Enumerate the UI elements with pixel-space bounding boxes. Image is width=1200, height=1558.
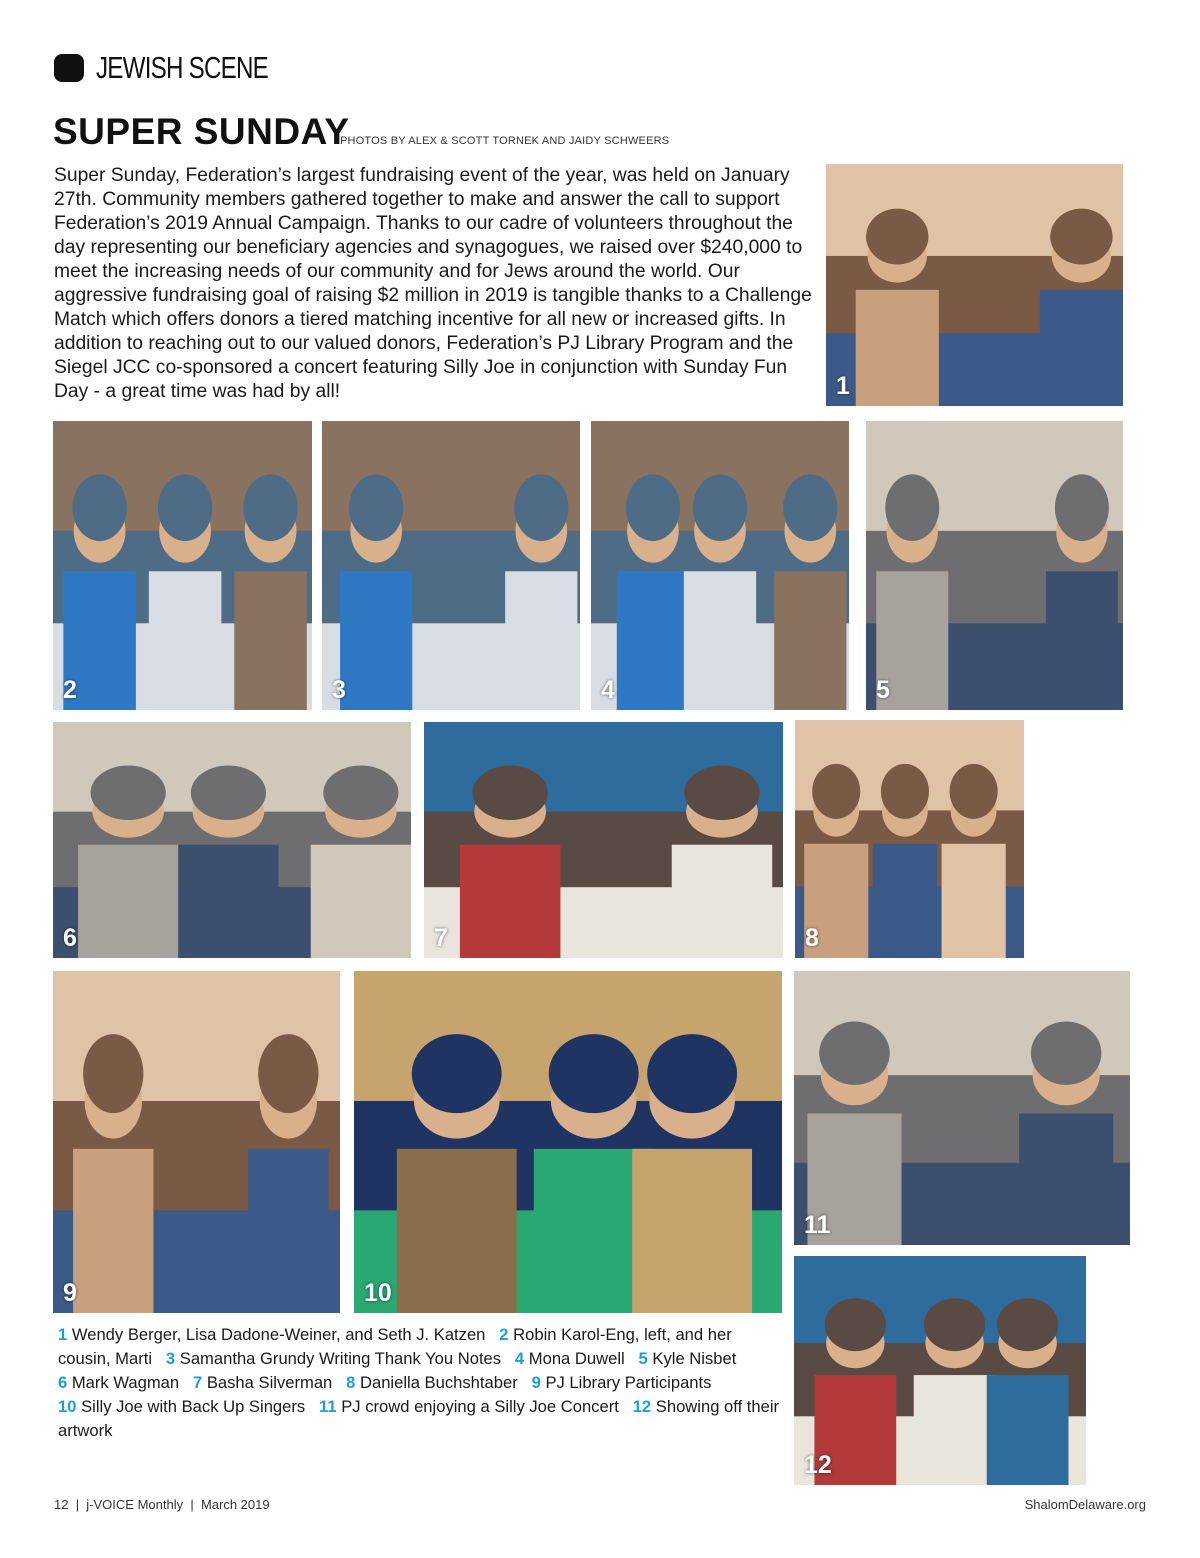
photo-number: 6 — [63, 924, 77, 952]
caption-text: Samantha Grundy Writing Thank You Notes — [179, 1349, 502, 1368]
caption-number: 3 — [165, 1349, 176, 1368]
photo-number: 9 — [63, 1279, 77, 1307]
photo-2 — [53, 421, 312, 710]
photo-image — [53, 722, 411, 958]
section-marker — [54, 54, 84, 82]
photo-image — [424, 722, 783, 958]
photo-number: 11 — [804, 1211, 831, 1239]
caption-number: 10 — [58, 1397, 77, 1416]
photo-image — [794, 971, 1130, 1245]
caption-text: Mark Wagman — [71, 1373, 180, 1392]
caption-number: 4 — [514, 1349, 525, 1368]
photo-number: 5 — [876, 676, 890, 704]
caption-text: PJ crowd enjoying a Silly Joe Concert — [341, 1397, 619, 1416]
photo-number: 8 — [805, 924, 819, 952]
photo-6 — [53, 722, 411, 958]
caption-text: Wendy Berger, Lisa Dadone-Weiner, and Seth J. Katzen — [71, 1325, 486, 1344]
photo-credit: PHOTOS BY ALEX & SCOTT TORNEK AND JAIDY SCHWEERS — [340, 135, 670, 147]
caption-text: Daniella Buchshtaber — [359, 1373, 518, 1392]
photo-11 — [794, 971, 1130, 1245]
caption-text: Silly Joe with Back Up Singers — [81, 1397, 306, 1416]
caption-number: 7 — [192, 1373, 203, 1392]
photo-number: 10 — [364, 1279, 392, 1307]
photo-number: 4 — [601, 676, 615, 704]
photo-image — [794, 1256, 1086, 1485]
website-link[interactable]: ShalomDelaware.org — [1024, 1497, 1146, 1512]
caption-text: Basha Silverman — [206, 1373, 333, 1392]
publication-name: j-VOICE Monthly — [86, 1497, 184, 1512]
photo-image — [53, 971, 340, 1313]
photo-image — [53, 421, 312, 710]
caption-text: Robin Karol-Eng, left, and her cousin, Marti — [58, 1325, 732, 1368]
caption-text: Showing off their artwork — [58, 1397, 780, 1440]
section-label: JEWISH SCENE — [96, 50, 269, 85]
photo-number: 1 — [836, 372, 850, 400]
photo-10 — [354, 971, 782, 1313]
article-title: SUPER SUNDAY — [53, 111, 350, 152]
photo-number: 2 — [63, 676, 77, 704]
footer-info: 12 | j-VOICE Monthly | March 2019 — [54, 1497, 270, 1512]
photo-3 — [322, 421, 580, 710]
photo-number: 12 — [804, 1451, 832, 1479]
photo-number: 7 — [434, 924, 448, 952]
photo-7 — [424, 722, 783, 958]
caption-number: 5 — [638, 1349, 648, 1368]
caption-text: Mona Duwell — [528, 1349, 625, 1368]
caption-number: 11 — [319, 1397, 337, 1416]
photo-1 — [826, 164, 1123, 406]
photo-captions — [58, 1323, 788, 1443]
caption-number: 2 — [499, 1325, 509, 1344]
photo-number: 3 — [332, 676, 346, 704]
photo-5 — [866, 421, 1123, 710]
caption-number: 12 — [632, 1397, 652, 1416]
caption-number: 9 — [531, 1373, 541, 1392]
caption-text: PJ Library Participants — [545, 1373, 712, 1392]
caption-number: 8 — [346, 1373, 356, 1392]
caption-number: 1 — [58, 1325, 68, 1344]
photo-image — [826, 164, 1123, 406]
page-number: 12 — [54, 1497, 69, 1512]
issue-date: March 2019 — [200, 1497, 270, 1512]
photo-image — [795, 720, 1024, 958]
photo-8 — [795, 720, 1024, 958]
caption-text: Kyle Nisbet — [652, 1349, 737, 1368]
photo-9 — [53, 971, 340, 1313]
photo-image — [354, 971, 782, 1313]
photo-4 — [591, 421, 849, 710]
article-intro: Super Sunday, Federation’s largest fundraising event of the year, was held on January 27th. Community members gathered together to make and answer the call to support Federation’s 2019 Annual Campaign. Thanks to our cadre of volunteers throughout the day representing our beneficiary agencies and synagogues, we raised over $240,000 to meet the increasing needs of our community and for Jews around the world. Our aggressive fundraising goal of raising $2 million in 2019 is tangible thanks to a Challenge Match which offers donors a tiered matching incentive for all new or increased gifts. In addition to reaching out to our valued donors, Federation’s PJ Library Program and the Siegel JCC co-sponsored a concert featuring Silly Joe in conjunction with Sunday Fun Day - a great time was had by all! — [54, 165, 812, 402]
photo-image — [591, 421, 849, 710]
photo-12 — [794, 1256, 1086, 1485]
photo-image — [866, 421, 1123, 710]
photo-image — [322, 421, 580, 710]
caption-number: 6 — [58, 1373, 68, 1392]
